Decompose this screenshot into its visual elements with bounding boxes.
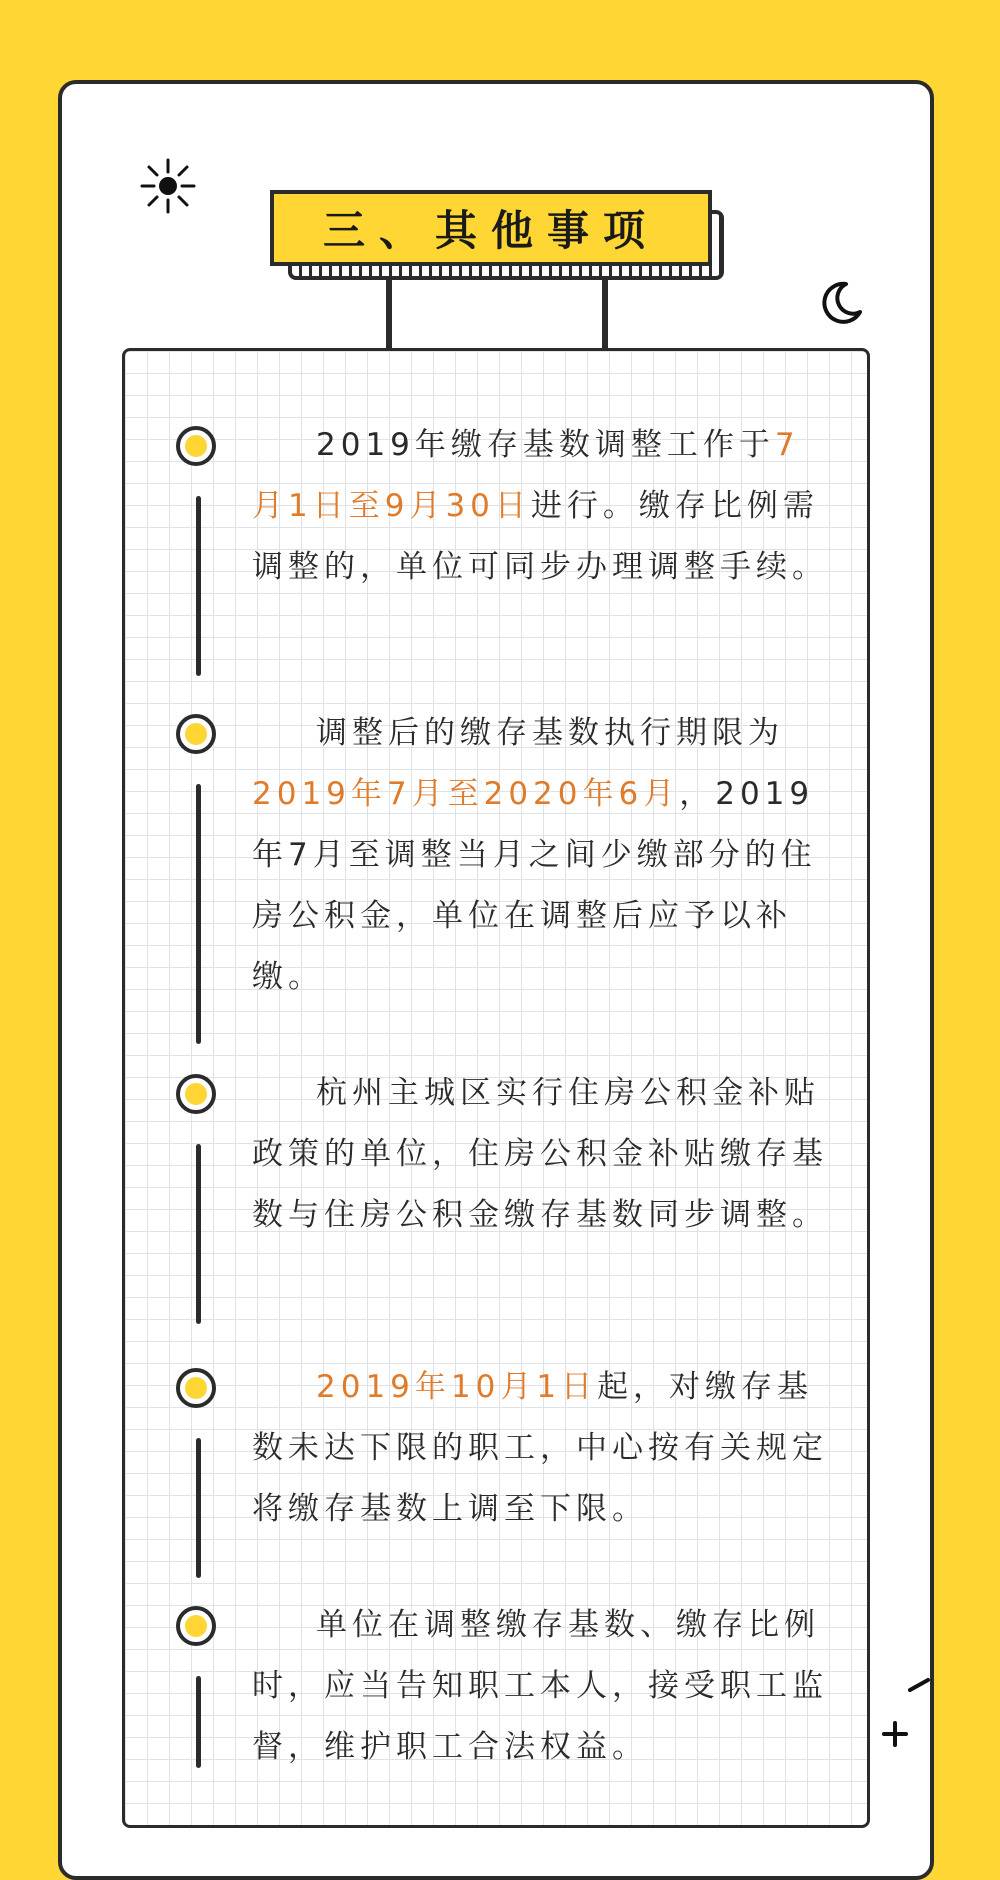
item-4-post: 起，对缴存基数未达下限的职工，中心按有关规定将缴存基数上调至下限。 xyxy=(252,1369,828,1527)
timeline-line-3 xyxy=(196,1144,201,1324)
item-2-text xyxy=(252,703,832,1008)
item-2-post: ，2019年7月至调整当月之间少缴部分的住房公积金，单位在调整后应予以补缴。 xyxy=(252,776,817,995)
page-title-text: 三、其他事项 xyxy=(322,206,659,255)
item-3-pre: 杭州主城区实行住房公积金补贴政策的单位，住房公积金补贴缴存基数与住房公积金缴存基数同步调整。 xyxy=(252,1075,828,1233)
moon-icon xyxy=(818,280,864,326)
item-1-text xyxy=(252,415,832,598)
timeline-dot-2 xyxy=(176,714,216,754)
item-2-pre: 调整后的缴存基数执行期限为 xyxy=(316,715,784,751)
item-4-highlight: 2019年10月1日 xyxy=(316,1369,598,1405)
timeline-dot-5 xyxy=(176,1606,216,1646)
timeline-line-5 xyxy=(196,1676,201,1768)
item-5-text xyxy=(252,1595,832,1778)
item-5-pre: 单位在调整缴存基数、缴存比例时，应当告知职工本人，接受职工监督，维护职工合法权益。 xyxy=(252,1607,828,1765)
item-1-pre: 2019年缴存基数调整工作于 xyxy=(316,427,775,463)
timeline-dot-4 xyxy=(176,1368,216,1408)
item-2-highlight: 2019年7月至2020年6月 xyxy=(252,776,680,812)
timeline-line-4 xyxy=(196,1438,201,1578)
item-1-post: 进行。缴存比例需调整的，单位可同步办理调整手续。 xyxy=(252,488,828,585)
plus-icon xyxy=(870,1660,940,1760)
signpost-left xyxy=(386,278,392,354)
timeline-dot-1 xyxy=(176,426,216,466)
timeline-line-2 xyxy=(196,784,201,1044)
timeline-dot-3 xyxy=(176,1074,216,1114)
timeline-line-1 xyxy=(196,496,201,676)
item-4-text xyxy=(252,1357,832,1540)
item-3-text xyxy=(252,1063,832,1246)
sun-icon xyxy=(140,158,196,214)
page-title xyxy=(270,190,712,266)
signpost-right xyxy=(602,278,608,354)
item-1-highlight: 7月1日至9月30日 xyxy=(252,427,800,524)
